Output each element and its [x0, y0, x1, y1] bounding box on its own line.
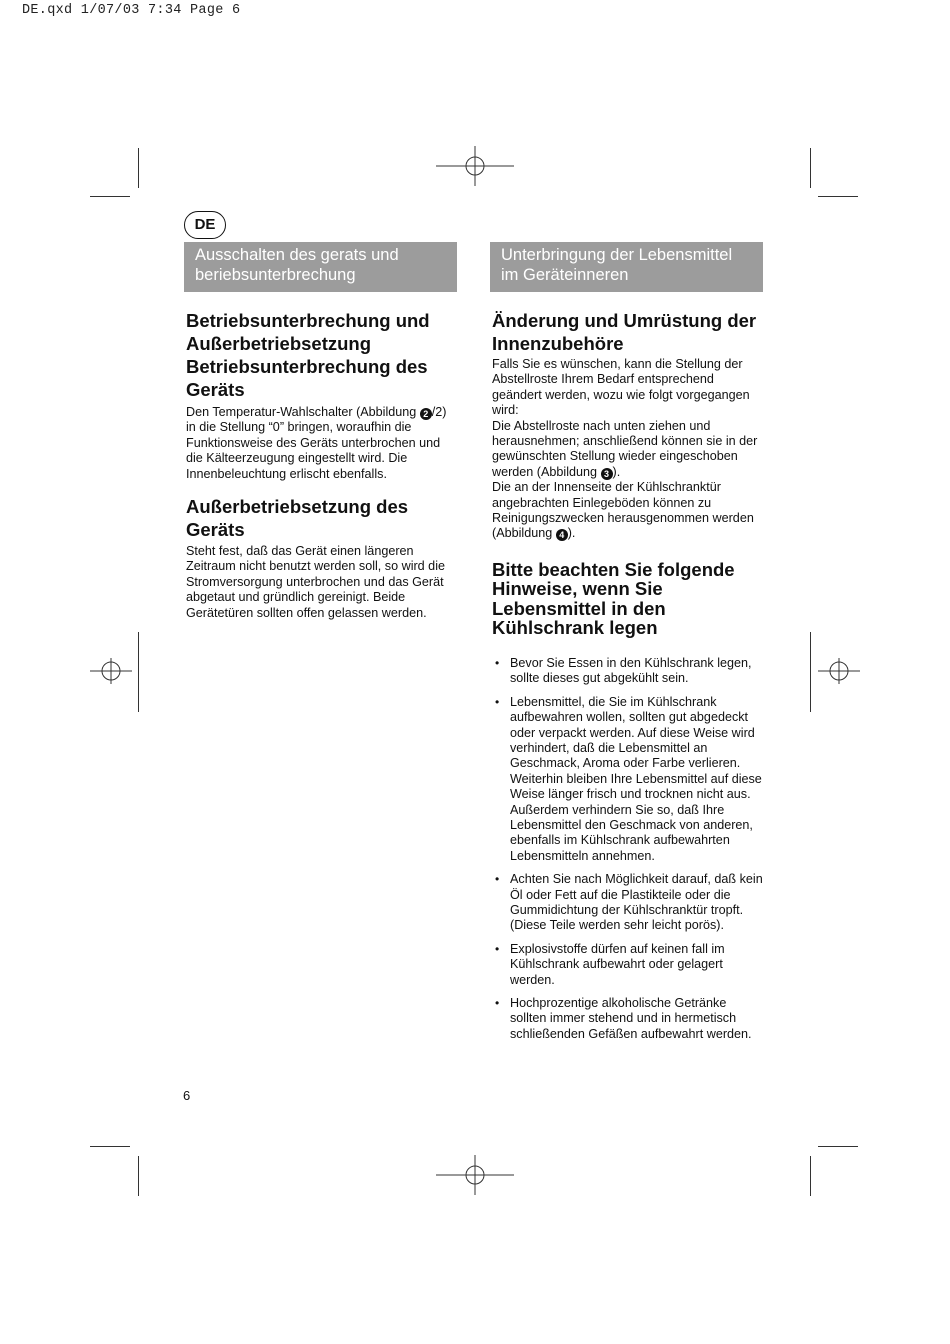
left-paragraph-1: Den Temperatur-Wahlschalter (Abbildung 2 /2) in die Stellung “0” bringen, woraufhin die Funktionsweise des Geräts unterbrochen und die Kälteerzeugung eingestellt wird. Die Innenbeleuchtung erlischt ebenfalls.	[186, 405, 447, 481]
right-heading-2: Bitte beachten Sie folgende Hinweise, wenn Sie Lebensmittel in den Kühlschrank legen	[492, 558, 735, 639]
registration-mark-right-icon	[818, 650, 860, 692]
page-number: 6	[183, 1088, 191, 1103]
registration-mark-left-icon	[90, 650, 132, 692]
list-item: • Explosivstoffe dürfen auf keinen fall im Kühlschrank aufbewahrt oder gelagert werden.	[492, 942, 764, 988]
left-paragraph-2: Steht fest, daß das Gerät einen längeren Zeitraum nicht benutzt werden soll, so wird die Stromversorgung unterbrochen und das Gerät abgetaut und gründlich gereinigt. Beide Gerätetüren sollten offen gelassen werden.	[186, 544, 445, 620]
right-paragraph-2: Die Abstellroste nach unten ziehen und herausnehmen; anschließend können sie in der gewünschten Stellung wieder eingeschoben werden (Abbildung 3 ).	[492, 418, 758, 479]
language-badge: DE	[184, 211, 226, 239]
figure-3-icon: 3	[601, 468, 613, 480]
right-heading-1: Änderung und Umrüstung der Innenzubehöre	[492, 310, 757, 354]
right-paragraph-1: Falls Sie es wünschen, kann die Stellung der Abstellroste Ihrem Bedarf entsprechend geändert werden, wozu wie folgt vorgegangen wird:	[492, 357, 750, 418]
list-item: • Hochprozentige alkoholische Getränke sollten immer stehend und in hermetisch schließenden Gefäßen aufbewahrt werden.	[492, 996, 764, 1042]
right-section-band: Unterbringung der Lebensmittel im Geräteinneren	[490, 242, 763, 292]
figure-4-icon: 4	[556, 529, 568, 541]
left-section-band: Ausschalten des gerats und beriebsunterbrechung	[184, 242, 457, 292]
registration-mark-bottom-icon	[436, 1155, 514, 1195]
left-heading-2: Außerbetriebsetzung des Geräts	[186, 496, 409, 541]
list-item: • Bevor Sie Essen in den Kühlschrank legen, sollte dieses gut abgekühlt sein.	[492, 656, 764, 687]
left-heading-1: Betriebsunterbrechung und Außerbetriebsetzung Betriebsunterbrechung des Geräts	[186, 310, 430, 400]
list-item: • Achten Sie nach Möglichkeit darauf, daß kein Öl oder Fett auf die Plastikteile oder die Gummidichtung der Kühlschranktür tropft. (Diese Teile werden sehr leicht porös).	[492, 872, 764, 934]
file-slug: DE.qxd 1/07/03 7:34 Page 6	[22, 3, 241, 18]
right-paragraph-3: Die an der Innenseite der Kühlschranktür angebrachten Einlegeböden können zu Reinigungszwecken herausgenommen werden (Abbildung 4 ).	[492, 480, 754, 541]
registration-mark-top-icon	[436, 146, 514, 186]
list-item: • Lebensmittel, die Sie im Kühlschrank aufbewahren wollen, sollten gut abgedeckt oder verpackt werden. Auf diese Weise wird verhindert, daß die Lebensmittel an Geschmack, Aroma oder Farbe verlieren. Weiterhin bleiben Ihre Lebensmittel auf diese Weise länger frisch und trocknen nicht aus. Außerdem verhindern Sie so, daß Ihre Lebensmittel den Geschmack von anderen, ebenfalls im Kühlschrank aufbewahrten Lebensmitteln annehmen.	[492, 695, 764, 864]
left-column	[186, 309, 458, 621]
right-column	[492, 309, 764, 1050]
figure-2-icon: 2	[420, 408, 432, 420]
advice-list	[492, 656, 764, 1042]
